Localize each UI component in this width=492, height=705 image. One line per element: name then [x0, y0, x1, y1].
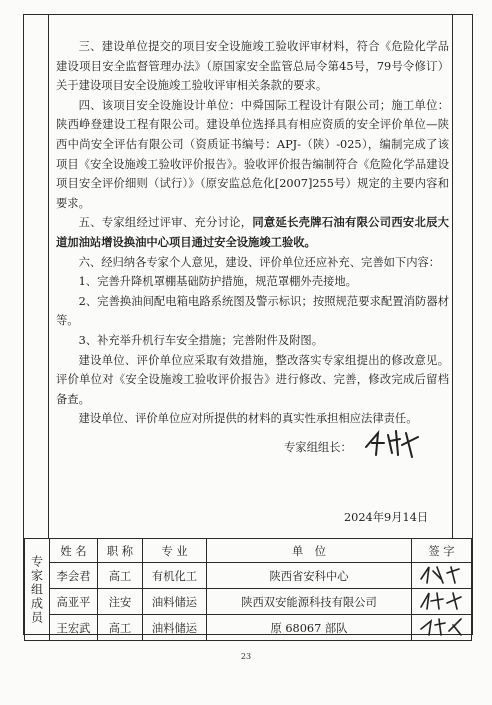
conclusion-bold: 同意延长壳牌石油有限公司西安北辰大道加油站增设换油中心项目通过安全设施竣工验收。	[56, 215, 449, 249]
item-1: 1、完善升降机罩棚基础防护措施，规范罩棚外壳接地。	[78, 275, 357, 289]
item-3: 3、补充举升机行车安全措施；完善附件及附图。	[78, 333, 324, 347]
members-section	[24, 538, 472, 636]
handwritten-signature	[417, 563, 467, 585]
member-major: 油料储运	[143, 615, 207, 641]
member-title: 高工	[98, 563, 143, 589]
review-form	[23, 14, 473, 635]
paragraph-5: 五、专家组经过评审、充分讨论，同意延长壳牌石油有限公司西安北辰大道加油站增设换油中心项目通过安全设施竣工验收。	[56, 215, 449, 249]
member-name: 高亚平	[50, 589, 98, 615]
member-major: 有机化工	[143, 563, 207, 589]
paragraph-4: 四、该项目安全设施设计单位：中舜国际工程设计有限公司；施工单位：陕西峥登建设工程有限公司。建设单位选择具有相应资质的安全评价单位—陕西中尚安全评估有限公司（资质证书编号：APJ-（陕）-025），编制完成了该项目《安全设施竣工验收评价报告》。验收评价报告编制符合《危险化学品建设项目安全评价细则（试行）》（原安监总危化[2007]255号）规定的主要内容和要求。	[56, 98, 449, 210]
leader-signature	[362, 425, 426, 461]
member-unit: 原 68067 部队	[207, 615, 412, 641]
member-signature	[412, 615, 472, 641]
header-title: 职 称	[98, 539, 143, 563]
bleed-through-text	[100, 4, 390, 10]
handwritten-signature	[417, 615, 467, 637]
handwritten-signature	[417, 589, 467, 611]
members-table	[24, 538, 472, 641]
table-row	[25, 615, 472, 641]
header-name: 姓 名	[50, 539, 98, 563]
paragraph-3: 三、建设单位提交的项目安全设施竣工验收评审材料，符合《危险化学品建设项目安全监督管理办法》（原国家安全监管总局令第45号，79号令修订）关于建设项目安全设施竣工验收评审相关条款的要求。	[56, 40, 449, 93]
header-major: 专 业	[143, 539, 207, 563]
leader-sign-label: 专家组组长：	[284, 441, 352, 454]
member-title: 高工	[98, 615, 143, 641]
sign-date: 2024年9月14日	[344, 511, 429, 524]
member-name: 王宏武	[50, 615, 98, 641]
page-number: 23	[240, 652, 252, 661]
member-signature	[412, 563, 472, 589]
header-signature: 签 字	[412, 539, 472, 563]
member-unit: 陕西省安科中心	[207, 563, 412, 589]
closing-2: 建设单位、评价单位应对所提供的材料的真实性承担相应法律责任。	[78, 412, 418, 426]
item-2: 2、完善换油间配电箱电路系统图及警示标识；按照规范要求配置消防器材等。	[56, 294, 449, 328]
member-major: 油料储运	[143, 589, 207, 615]
header-unit: 单 位	[207, 539, 412, 563]
table-row	[25, 563, 472, 589]
table-row	[25, 589, 472, 615]
member-unit: 陕西双安能源科技有限公司	[207, 589, 412, 615]
paragraph-6: 六、经归纳各专家个人意见，建设、评价单位还应补充、完善如下内容：	[78, 255, 441, 269]
member-title: 注安	[98, 589, 143, 615]
closing-1: 建设单位、评价单位应采取有效措施，整改落实专家组提出的修改意见。评价单位对《安全设施竣工验收评价报告》进行修改、完善，修改完成后留档备查。	[56, 353, 449, 406]
opinion-text	[56, 37, 449, 429]
members-label: 专家组成员	[25, 539, 50, 641]
opinion-section	[24, 15, 472, 539]
member-signature	[412, 589, 472, 615]
member-name: 李会君	[50, 563, 98, 589]
